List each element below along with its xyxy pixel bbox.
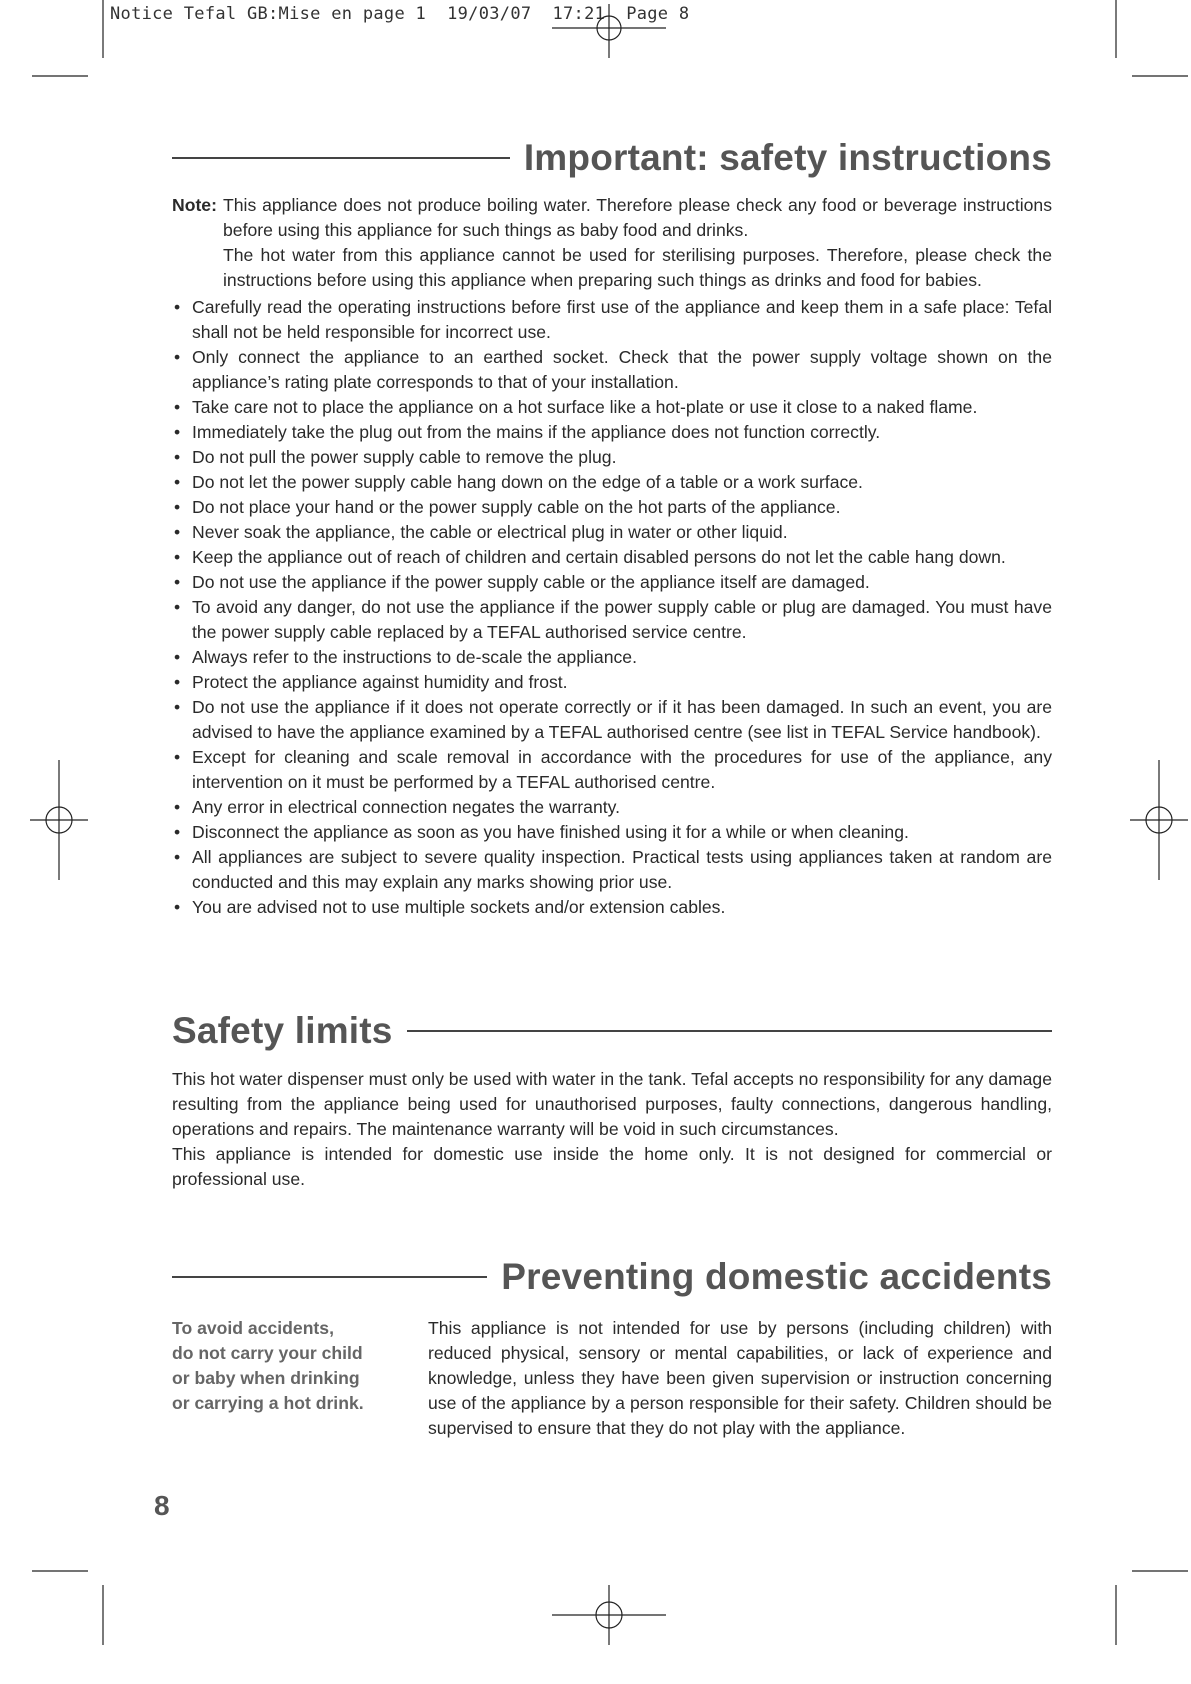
list-item: • To avoid any danger, do not use the appliance if the power supply cable or plug are damaged. You must have the power supply cable replaced by a TEFAL authorised service centre.: [172, 595, 1052, 645]
note-block: [172, 193, 1052, 293]
heading-rule: [172, 157, 510, 160]
safety-limits-text: [172, 1067, 1052, 1192]
safety-instructions-header: [172, 137, 1052, 179]
list-item: • Do not use the appliance if it does not operate correctly or if it has been damaged. In such an event, you are advised to have the appliance examined by a TEFAL authorised centre (see list in TEFAL Service handbook).: [172, 695, 1052, 745]
list-item: • Except for cleaning and scale removal in accordance with the procedures for use of the appliance, any intervention on it must be performed by a TEFAL authorised centre.: [172, 745, 1052, 795]
list-item: • Do not let the power supply cable hang down on the edge of a table or a work surface.: [172, 470, 1052, 495]
safety-instructions-title: Important: safety instructions: [523, 137, 1052, 178]
list-item: • Protect the appliance against humidity and frost.: [172, 670, 1052, 695]
accident-side-note: [172, 1316, 382, 1416]
registration-mark-left: [30, 760, 88, 880]
note-label: Note:: [172, 195, 217, 215]
domestic-accidents-paragraph: This appliance is not intended for use by persons (including children) with reduced physical, sensory or mental capabilities, or lack of experience and knowledge, unless they have been given supervision or instruction concerning use of the appliance by a person responsible for their safety. Children should be supervised to ensure that they do not play with the appliance.: [428, 1318, 1052, 1438]
list-item: • Never soak the appliance, the cable or electrical plug in water or other liquid.: [172, 520, 1052, 545]
list-item: • Only connect the appliance to an earthed socket. Check that the power supply voltage shown on the appliance’s rating plate corresponds to that of your installation.: [172, 345, 1052, 395]
side-note-line: do not carry your child: [172, 1343, 363, 1363]
safety-limits-title: Safety limits: [172, 1010, 393, 1051]
domestic-accidents-title: Preventing domestic accidents: [501, 1256, 1052, 1297]
printer-slug: Notice Tefal GB:Mise en page 1 19/03/07 17:21 Page 8: [110, 4, 690, 24]
safety-limits-header: [172, 1010, 1052, 1052]
side-note-line: or baby when drinking: [172, 1368, 360, 1388]
side-note-line: or carrying a hot drink.: [172, 1393, 364, 1413]
registration-mark-top: [552, 4, 666, 58]
registration-mark-bottom: [552, 1585, 666, 1645]
note-text-2: The hot water from this appliance cannot be used for sterilising purposes. Therefore, please check the instructions before using this appliance when preparing such things as drinks and food for babies.: [223, 245, 1052, 290]
registration-mark-right: [1130, 760, 1188, 880]
side-note-line: To avoid accidents,: [172, 1318, 334, 1338]
heading-rule: [172, 1276, 487, 1279]
list-item: • Do not place your hand or the power supply cable on the hot parts of the appliance.: [172, 495, 1052, 520]
safety-instructions-list: [172, 295, 1052, 920]
list-item: • Any error in electrical connection negates the warranty.: [172, 795, 1052, 820]
list-item: • You are advised not to use multiple sockets and/or extension cables.: [172, 895, 1052, 920]
list-item: • Do not use the appliance if the power supply cable or the appliance itself are damaged.: [172, 570, 1052, 595]
safety-limits-paragraph: This hot water dispenser must only be used with water in the tank. Tefal accepts no responsibility for any damage resulting from the appliance being used for unauthorised purposes, faulty connections, dangerous handling, operations and repairs. The maintenance warranty will be void in such circumstances.: [172, 1069, 1052, 1139]
page-number: 8: [154, 1490, 170, 1521]
safety-limits-paragraph: This appliance is intended for domestic use inside the home only. It is not designed for commercial or professional use.: [172, 1144, 1052, 1189]
list-item: • All appliances are subject to severe quality inspection. Practical tests using appliances taken at random are conducted and this may explain any marks showing prior use.: [172, 845, 1052, 895]
list-item: • Immediately take the plug out from the mains if the appliance does not function correctly.: [172, 420, 1052, 445]
list-item: • Keep the appliance out of reach of children and certain disabled persons do not let the cable hang down.: [172, 545, 1052, 570]
domestic-accidents-header: [172, 1256, 1052, 1298]
list-item: • Always refer to the instructions to de-scale the appliance.: [172, 645, 1052, 670]
list-item: • Do not pull the power supply cable to remove the plug.: [172, 445, 1052, 470]
list-item: • Take care not to place the appliance on a hot surface like a hot-plate or use it close to a naked flame.: [172, 395, 1052, 420]
note-text-1: This appliance does not produce boiling water. Therefore please check any food or beverage instructions before using this appliance for such things as baby food and drinks.: [223, 195, 1052, 240]
list-item: • Disconnect the appliance as soon as you have finished using it for a while or when cleaning.: [172, 820, 1052, 845]
list-item: • Carefully read the operating instructions before first use of the appliance and keep them in a safe place: Tefal shall not be held responsible for incorrect use.: [172, 295, 1052, 345]
heading-rule: [407, 1030, 1052, 1033]
